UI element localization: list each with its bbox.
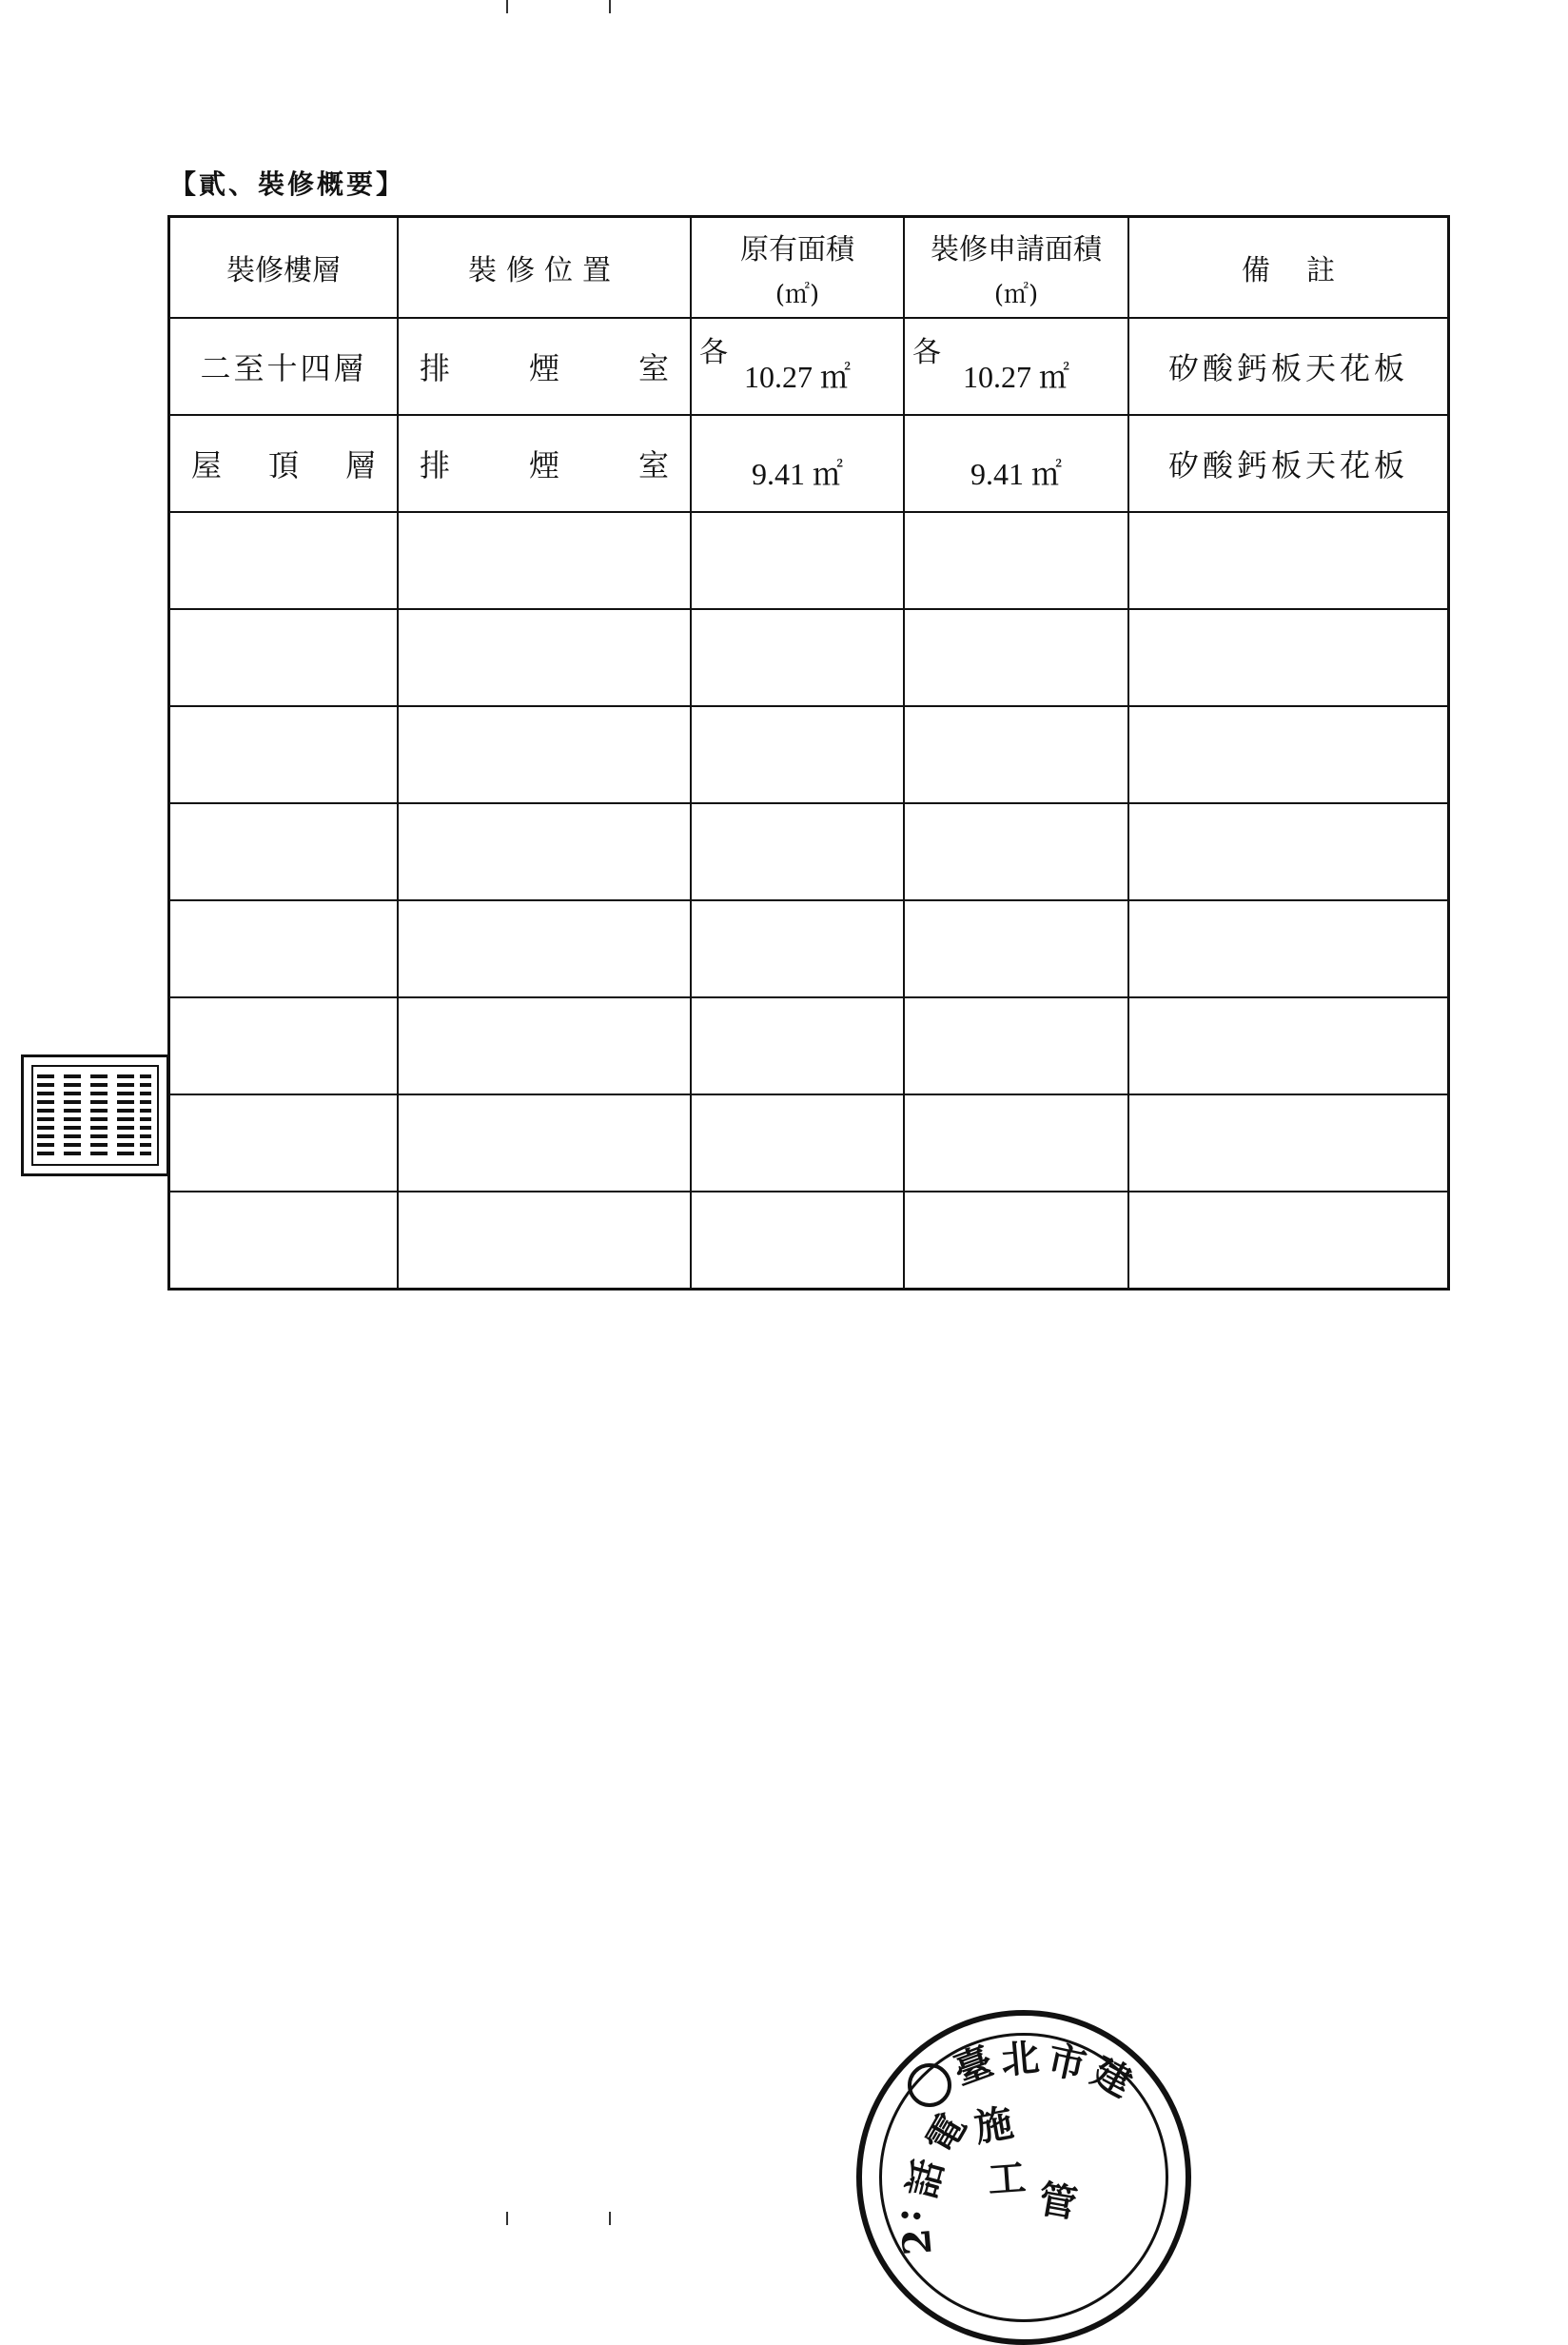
empty-cell — [691, 803, 904, 900]
header-applied-area — [904, 217, 1128, 319]
stamp-char: 管 — [1034, 2176, 1081, 2228]
floor-cell — [169, 318, 399, 415]
empty-cell — [904, 1192, 1128, 1290]
registration-mark — [506, 0, 508, 13]
official-round-stamp — [856, 2010, 1191, 2345]
header-original-area — [691, 217, 904, 319]
header-original-area-label: 原有面積 — [740, 232, 854, 266]
plum-blossom-icon — [908, 2063, 951, 2107]
stamp-char: : — [884, 2206, 931, 2224]
stamp-char: 電 — [917, 2105, 975, 2162]
header-applied-area-unit: (㎡) — [993, 280, 1039, 309]
table-row — [169, 900, 1449, 997]
empty-cell — [169, 706, 399, 803]
registration-mark — [506, 2212, 508, 2225]
empty-cell — [904, 803, 1128, 900]
empty-cell — [691, 900, 904, 997]
remark-text: 矽酸鈣板天花板 — [1167, 350, 1408, 386]
stamp-char: 工 — [986, 2155, 1028, 2203]
empty-cell — [1128, 512, 1449, 609]
original-area-value: 10.27 ㎡ — [743, 360, 851, 394]
empty-cell — [1128, 803, 1449, 900]
empty-cell — [398, 609, 691, 706]
area-prefix: 各 — [699, 336, 728, 369]
location-char: 煙 — [528, 447, 559, 483]
remark-text: 矽酸鈣板天花板 — [1167, 447, 1408, 483]
location-cell — [398, 415, 691, 512]
original-area-value: 9.41 ㎡ — [751, 457, 843, 491]
area-prefix: 各 — [912, 336, 941, 369]
empty-cell — [169, 609, 399, 706]
location-char: 室 — [637, 350, 669, 386]
header-remarks — [1128, 217, 1449, 319]
header-location — [398, 217, 691, 319]
table-row — [169, 706, 1449, 803]
stamp-char: 話 — [899, 2154, 952, 2203]
empty-cell — [398, 512, 691, 609]
floor-char: 層 — [344, 447, 376, 483]
empty-cell — [904, 609, 1128, 706]
floor-text: 二至十四層 — [200, 350, 367, 386]
header-floor-label: 裝修樓層 — [226, 254, 341, 287]
registration-mark — [609, 0, 611, 13]
empty-cell — [904, 997, 1128, 1094]
empty-cell — [169, 997, 399, 1094]
table-row — [169, 609, 1449, 706]
seal-glyph-column — [117, 1074, 134, 1156]
header-location-label: 裝修位置 — [468, 254, 620, 287]
applied-area-cell — [904, 415, 1128, 512]
header-applied-area-label: 裝修申請面積 — [931, 232, 1102, 266]
empty-cell — [398, 803, 691, 900]
table-row — [169, 415, 1449, 512]
empty-cell — [398, 997, 691, 1094]
empty-cell — [169, 1192, 399, 1290]
seal-glyph-column — [90, 1074, 108, 1156]
table-row — [169, 1094, 1449, 1192]
empty-cell — [1128, 706, 1449, 803]
empty-cell — [904, 900, 1128, 997]
side-seal-stamp — [21, 1054, 169, 1176]
renovation-summary-table — [167, 215, 1450, 1291]
table-row — [169, 803, 1449, 900]
header-original-area-unit: (㎡) — [774, 280, 820, 309]
empty-cell — [398, 1192, 691, 1290]
applied-area-value: 10.27 ㎡ — [962, 360, 1069, 394]
empty-cell — [691, 706, 904, 803]
stamp-char: 北 — [999, 2035, 1042, 2083]
empty-cell — [691, 1192, 904, 1290]
empty-cell — [691, 512, 904, 609]
location-char: 煙 — [528, 350, 559, 386]
floor-cell — [169, 415, 399, 512]
empty-cell — [1128, 997, 1449, 1094]
remark-cell — [1128, 415, 1449, 512]
header-floor — [169, 217, 399, 319]
stamp-char: 建 — [1084, 2049, 1140, 2107]
stamp-char: 2 — [893, 2226, 941, 2257]
table-row — [169, 318, 1449, 415]
empty-cell — [398, 900, 691, 997]
stamp-char: 施 — [970, 2099, 1017, 2152]
empty-cell — [904, 512, 1128, 609]
empty-cell — [1128, 1192, 1449, 1290]
empty-cell — [398, 706, 691, 803]
table-row — [169, 997, 1449, 1094]
floor-char: 頂 — [267, 447, 299, 483]
table-header-row — [169, 217, 1449, 319]
empty-cell — [691, 997, 904, 1094]
empty-cell — [691, 609, 904, 706]
stamp-char: 市 — [1043, 2037, 1090, 2089]
stamp-char: 臺 — [948, 2039, 999, 2095]
original-area-cell — [691, 318, 904, 415]
empty-cell — [169, 1094, 399, 1192]
original-area-cell — [691, 415, 904, 512]
location-char: 排 — [420, 447, 451, 483]
floor-char: 屋 — [191, 447, 223, 483]
seal-glyph-column — [37, 1074, 54, 1156]
location-char: 排 — [420, 350, 451, 386]
empty-cell — [169, 512, 399, 609]
location-cell — [398, 318, 691, 415]
section-title: 【貳、裝修概要】 — [169, 168, 406, 200]
location-char: 室 — [637, 447, 669, 483]
seal-glyph-column — [64, 1074, 81, 1156]
empty-cell — [691, 1094, 904, 1192]
empty-cell — [1128, 1094, 1449, 1192]
empty-cell — [169, 900, 399, 997]
empty-cell — [904, 1094, 1128, 1192]
empty-cell — [1128, 609, 1449, 706]
empty-cell — [398, 1094, 691, 1192]
header-remarks-label: 備 註 — [1241, 254, 1336, 287]
seal-glyph-column — [140, 1074, 151, 1156]
table-row — [169, 1192, 1449, 1290]
applied-area-cell — [904, 318, 1128, 415]
applied-area-value: 9.41 ㎡ — [970, 457, 1062, 491]
empty-cell — [1128, 900, 1449, 997]
empty-cell — [904, 706, 1128, 803]
remark-cell — [1128, 318, 1449, 415]
empty-cell — [169, 803, 399, 900]
registration-mark — [609, 2212, 611, 2225]
table-row — [169, 512, 1449, 609]
